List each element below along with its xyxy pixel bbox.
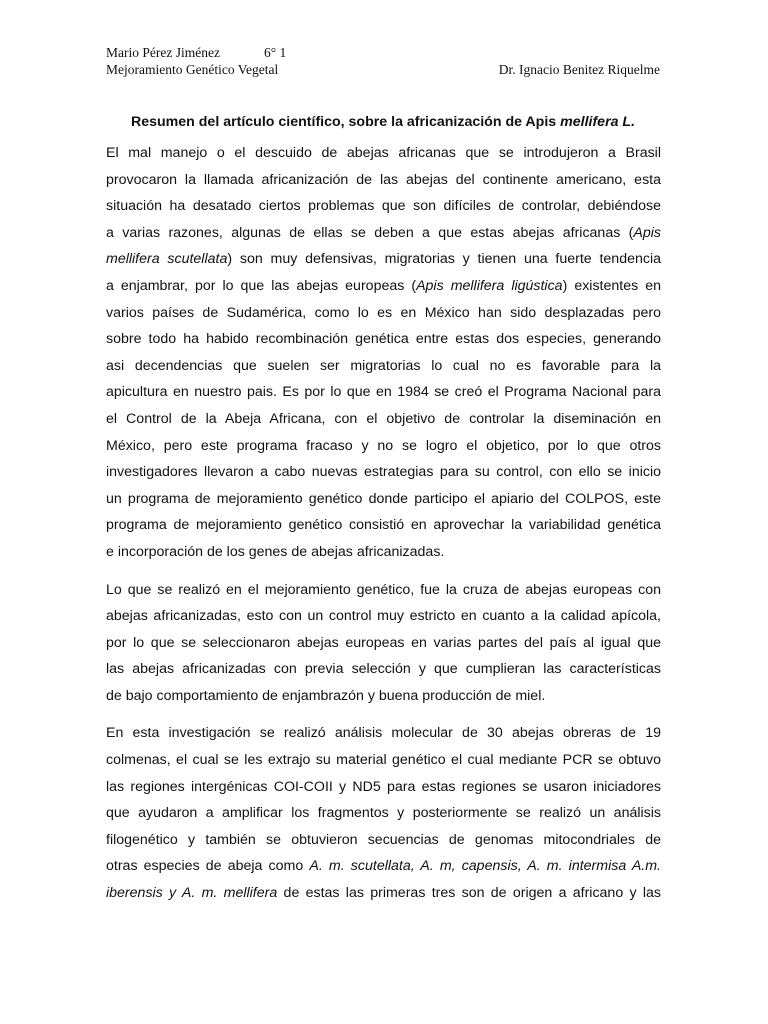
line-text: ) existentes en bbox=[562, 277, 661, 294]
line-text: un programa de mejoramiento genético donde participo el apiario del COLPOS, este bbox=[106, 490, 661, 507]
line-text: colmenas, el cual se les extrajo su material genético el cual mediante PCR se obtuvo bbox=[106, 752, 661, 769]
line-text: En esta investigación se realizó análisis molecular de 30 abejas obreras de 19 bbox=[106, 725, 661, 742]
line-text: México, pero este programa fracaso y no se logro el objetico, por lo que otros bbox=[106, 437, 661, 454]
text-line bbox=[106, 630, 661, 657]
text-line bbox=[106, 656, 661, 683]
text-line bbox=[106, 273, 661, 300]
text-line bbox=[106, 512, 661, 539]
line-text: provocaron la llamada africanización de las abejas del continente americano, esta bbox=[106, 171, 661, 188]
text-line bbox=[106, 827, 661, 854]
header-row-course bbox=[106, 61, 660, 78]
title-italic-text: mellifera L. bbox=[560, 114, 636, 130]
author-name: Mario Pérez Jiménez bbox=[106, 45, 220, 60]
text-line bbox=[106, 720, 661, 747]
line-text: Lo que se realizó en el mejoramiento genético, fue la cruza de abejas europeas con bbox=[106, 581, 661, 598]
text-line bbox=[106, 406, 661, 433]
text-line bbox=[106, 220, 661, 247]
paragraph bbox=[106, 140, 661, 566]
text-line bbox=[106, 353, 661, 380]
line-text: filogenético y también se obtuvieron secuencias de genomas mitocondriales de bbox=[106, 831, 661, 848]
document-title bbox=[106, 112, 660, 132]
document-body bbox=[106, 140, 661, 907]
grade-group: 6° 1 bbox=[264, 45, 287, 60]
line-text: las abejas africanizadas con previa selección y que cumplieran las características bbox=[106, 661, 661, 678]
italic-text: iberensis y A. m. mellifera bbox=[106, 885, 278, 902]
line-text: e incorporación de los genes de abejas africanizadas. bbox=[106, 543, 445, 560]
text-line bbox=[106, 880, 661, 907]
line-text: abejas africanizadas, esto con un control muy estricto en cuanto a la calidad apícola, bbox=[106, 608, 661, 625]
line-text: que ayudaron a amplificar los fragmentos y posteriormente se realizó un análisis bbox=[106, 805, 661, 822]
italic-text: mellifera scutellata bbox=[106, 251, 228, 268]
line-text: a enjambrar, por lo que las abejas europeas ( bbox=[106, 277, 417, 294]
line-text: las regiones intergénicas COI-COII y ND5 para estas regiones se usaron iniciadores bbox=[106, 778, 661, 795]
text-line bbox=[106, 800, 661, 827]
text-line bbox=[106, 577, 661, 604]
text-line bbox=[106, 486, 661, 513]
text-line bbox=[106, 300, 661, 327]
header-row-author bbox=[106, 44, 660, 61]
title-text: Resumen del artículo científico, sobre la africanización de Apis bbox=[130, 114, 561, 130]
professor-name: Dr. Ignacio Benitez Riquelme bbox=[498, 62, 660, 77]
text-line bbox=[106, 539, 661, 566]
line-text: por lo que se seleccionaron abejas europeas en varias partes del país al igual que bbox=[106, 634, 661, 651]
text-line bbox=[106, 433, 661, 460]
line-text: investigadores llevaron a cabo nuevas estrategias para su control, con ello se inicio bbox=[106, 464, 661, 481]
text-line bbox=[106, 459, 661, 486]
text-line bbox=[106, 774, 661, 801]
text-line bbox=[106, 747, 661, 774]
line-text: programa de mejoramiento genético consistió en aprovechar la variabilidad genética bbox=[106, 517, 661, 534]
line-text: El mal manejo o el descuido de abejas africanas que se introdujeron a Brasil bbox=[106, 145, 661, 161]
line-text: sobre todo ha habido recombinación genética entre estas dos especies, generando bbox=[106, 331, 661, 348]
line-text: de bajo comportamiento de enjambrazón y buena producción de miel. bbox=[106, 687, 546, 704]
line-text: situación ha desatado ciertos problemas que son difíciles de controlar, debiéndose bbox=[106, 198, 661, 215]
italic-text: Apis mellifera ligústica bbox=[416, 277, 563, 294]
line-text: de estas las primeras tres son de origen a africano y las bbox=[277, 885, 662, 902]
line-text: el Control de la Abeja Africana, con el objetivo de controlar la diseminación en bbox=[106, 410, 661, 427]
line-text: a varias razones, algunas de ellas se deben a que estas abejas africanas ( bbox=[106, 224, 634, 241]
text-line bbox=[106, 683, 661, 710]
line-text: otras especies de abeja como bbox=[106, 858, 310, 875]
text-line bbox=[106, 326, 661, 353]
paragraph bbox=[106, 577, 661, 710]
paragraph-gap bbox=[106, 709, 661, 720]
text-line bbox=[106, 167, 661, 194]
line-text: asi decendencias que suelen ser migratorias lo cual no es favorable para la bbox=[106, 357, 661, 374]
text-line bbox=[106, 853, 661, 880]
text-line bbox=[106, 246, 661, 273]
paragraph-gap bbox=[106, 566, 661, 577]
line-text: ) son muy defensivas, migratorias y tienen una fuerte tendencia bbox=[227, 251, 661, 268]
document-header bbox=[106, 44, 660, 78]
italic-text: Apis bbox=[633, 224, 661, 241]
paragraph bbox=[106, 720, 661, 906]
text-line bbox=[106, 603, 661, 630]
line-text: varios países de Sudamérica, como lo es en México han sido desplazadas pero bbox=[106, 304, 661, 321]
line-text: apicultura en nuestro pais. Es por lo que en 1984 se creó el Programa Nacional para bbox=[106, 384, 661, 401]
italic-text: A. m. scutellata, A. m, capensis, A. m. intermisa A.m. bbox=[309, 858, 661, 875]
text-line bbox=[106, 140, 661, 167]
course-name: Mejoramiento Genético Vegetal bbox=[106, 62, 279, 77]
text-line bbox=[106, 379, 661, 406]
text-line bbox=[106, 193, 661, 220]
